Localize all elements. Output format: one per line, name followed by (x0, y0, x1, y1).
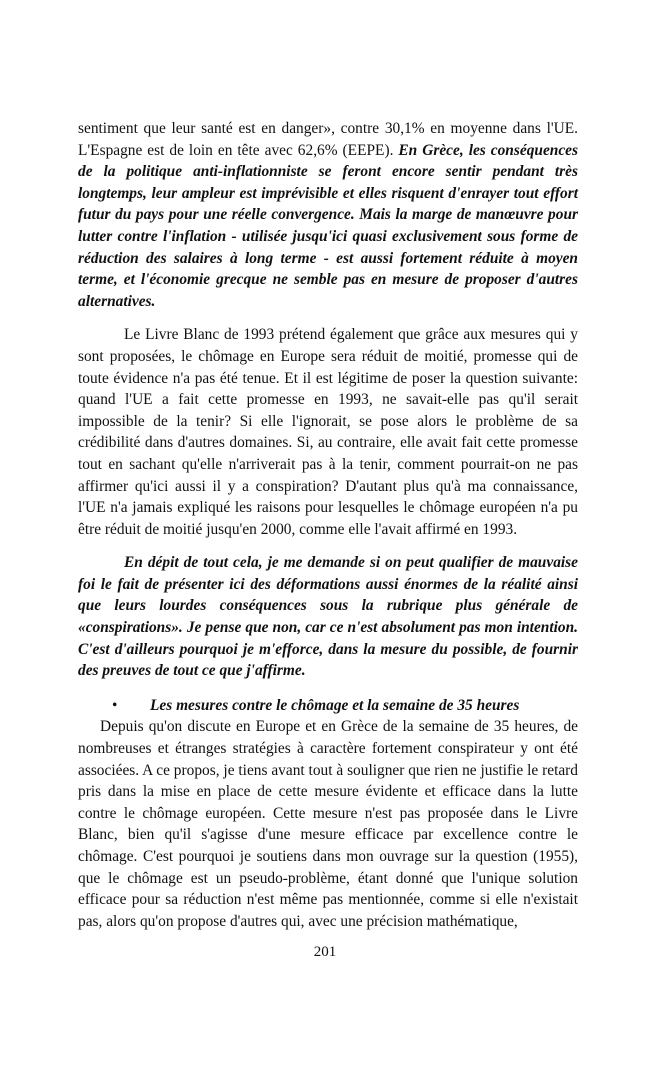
section-heading (78, 695, 578, 717)
paragraph-livre-blanc: Le Livre Blanc de 1993 prétend également que grâce aux mesures qui y sont proposées, le chômage en Europe sera réduit de moitié, promesse qui de toute évidence n'a pas été tenue. Et il est légitime de poser la question suivante: quand l'UE a fait cette promesse en 1993, ne savait-elle pas qu'il serait impossible de la tenir? Si elle l'ignorait, se pose alors le problème de sa crédibilité dans d'autres domaines. Si, au contraire, elle avait fait cette promesse tout en sachant qu'elle n'arriverait pas à la tenir, comment pourrait-on ne pas affirmer qu'ici aussi il y a conspiration? D'autant plus qu'à ma connaissance, l'UE n'a jamais expliqué les raisons pour lesquelles le chômage européen n'a pu être réduit de moitié jusqu'en 2000, comme elle l'avait affirmé en 1993. (78, 326, 578, 538)
emphasized-text: En Grèce, les conséquences de la politique anti-inflationniste se feront encore sentir pendant très longtemps, leur ampleur est imprévisible et elles risquent d'enrayer tout effort futur du pays pour une réelle convergence. Mais la marge de manœuvre pour lutter contre l'inflation - utilisée jusqu'ici quasi exclusivement sous forme de réduction des salaires à long terme - est aussi fortement réduite à moyen terme, et l'économie grecque ne semble pas en mesure de proposer d'autres alternatives. (78, 141, 578, 310)
paragraph-35-heures: Depuis qu'on discute en Europe et en Grèce de la semaine de 35 heures, de nombreuses et étranges stratégies à caractère fortement conspirateur y ont été associées. A ce propos, je tiens avant tout à souligner que rien ne justifie le retard pris dans la mise en place de cette mesure évidente et efficace dans la lutte contre le chômage européen. Cette mesure n'est pas proposée dans le Livre Blanc, bien qu'il s'agisse d'une mesure efficace par excellence contre le chômage. C'est pourquoi je soutiens dans mon ouvrage sur la question (1955), que le chômage est un pseudo-problème, étant donné que l'unique solution efficace pour sa réduction n'est même pas mentionnée, comme si elle n'existait pas, alors qu'on propose d'autres qui, avec une précision mathématique, (78, 718, 578, 930)
paragraph-continuation (78, 118, 578, 312)
page-body (78, 118, 578, 932)
paragraph-emphasis: En dépit de tout cela, je me demande si on peut qualifier de mauvaise foi le fait de présenter ici des déformations aussi énormes de la réalité ainsi que leurs lourdes conséquences sous la rubrique plus générale de «conspirations». Je pense que non, car ce n'est absolument pas mon intention. C'est d'ailleurs pourquoi je m'efforce, dans la mesure du possible, de fournir des preuves de tout ce que j'affirme. (78, 554, 578, 680)
section-heading-text: Les mesures contre le chômage et la semaine de 35 heures (150, 696, 520, 714)
bullet-icon: • (112, 696, 118, 714)
paragraph-text: sentiment que leur santé est en danger», contre 30,1% en moyenne dans l'UE. L'Espagne est de loin en tête avec 62,6% (EEPE). (78, 120, 578, 159)
page-number: 201 (313, 944, 337, 960)
